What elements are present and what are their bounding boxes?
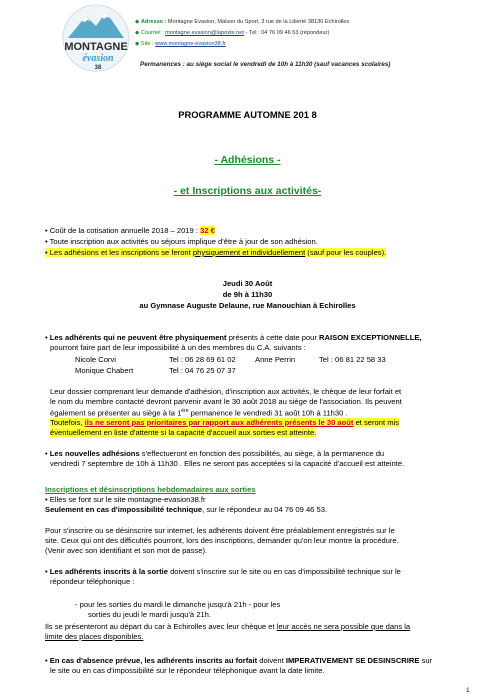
section-a-p2: le nom du membre contacté devront parvenir avant le 30 août 2018 au siège de l'association. Ils peuvent: [50, 397, 402, 406]
logo-text-3: 38: [94, 65, 102, 71]
bullet-inscription: • Toute inscription aux activités ou séjours implique d'être à jour de son adhésion.: [45, 237, 318, 246]
section-c-b2: • En cas d'absence prévue, les adhérents inscrits au forfait doivent IMPERATIVEMENT SE DESINSCRIRE sur: [45, 656, 433, 665]
section-a-p4: Toutefois, ils ne seront pas prioritaires par rapport aux adhérents présents le 30 août et seront mis: [50, 418, 400, 427]
section-c-d2: sorties du jeudi le mardi jusqu'à 21h.: [88, 610, 212, 619]
subtitle-inscriptions: - et Inscriptions aux activités-: [173, 185, 322, 197]
section-c-heading: Inscriptions et désinscriptions hebdomadaires aux sorties: [45, 485, 256, 494]
section-c-l2: Seulement en cas d'impossibilité technique, sur le répondeur au 04 76 09 46 53.: [45, 505, 328, 514]
contact-name: Monique Chabert: [75, 366, 134, 375]
bullet-icon: ◆: [135, 19, 141, 25]
section-c-d1: - pour les sorties du mardi le dimanche jusqu'à 21h - pour les: [75, 600, 281, 609]
page-number: 1: [466, 687, 470, 694]
permanences-text: Permanences : au siège social le vendredi de 10h à 11h30 (sauf vacances scolaires): [140, 61, 391, 68]
bullet-individuel: • Les adhésions et les inscriptions se feront physiquement et individuellement (sauf pour les couples).: [45, 248, 387, 257]
header-address: ◆ Adresse : Montagne Evasion, Maison du Sport, 3 rue de la Liberté 38130 Echirolles: [135, 19, 350, 25]
section-c-l1: • Elles se font sur le site montagne-evasion38.fr: [45, 495, 206, 504]
mountain-logo-icon: [58, 4, 134, 72]
section-c-p4: Ils se présenteront au départ du car à Echirolles avec leur chèque et leur accès ne sera possible que dans la: [45, 622, 411, 631]
section-a-p1: Leur dossier comprenant leur demande d'adhésion, d'inscription aux activités, le chèque de leur forfait et: [50, 387, 402, 396]
logo: [58, 4, 134, 72]
header-mail: ◆ Courriel : montagne.evasion@laposte.net - Tél : 04 76 09 46 53 (répondeur): [135, 30, 330, 36]
bullet-icon: ◆: [135, 41, 141, 47]
contact-tel: Tel : 06 28 69 61 02: [169, 355, 236, 364]
contact-tel: Tel : 06 81 22 58 33: [319, 355, 386, 364]
subtitle-adhesions: - Adhésions -: [214, 154, 281, 166]
contact-tel: Tel : 04 76 25 07 37: [169, 366, 236, 375]
section-b-line2: vendredi 7 septembre de 10h à 11h30 . Elles ne seront pas acceptées si la capacité d'accueil est atteinte.: [50, 459, 405, 468]
section-b-line1: • Les nouvelles adhésions s'effectueront en fonction des possibilités, au siège, à la permanence du: [45, 449, 385, 458]
contact-name: Nicole Corvi: [75, 355, 116, 364]
section-a-p3: également se présenter au siège à la 1ère permanence le vendredi 31 août 10h à 11h30 .: [50, 408, 348, 418]
section-c-p2: site. Ceux qui ont des difficultés pourront, lors des inscriptions, demander qu'on leur montre la procédure.: [45, 536, 399, 545]
event-place: au Gymnase Auguste Delaune, rue Manouchian à Echirolles: [139, 301, 356, 310]
logo-text-2: évasion: [82, 53, 114, 64]
section-c-p1: Pour s'inscrire ou se désinscrire sur internet, les adhérents doivent être préalablement enregistrés sur le: [45, 526, 395, 535]
section-a-line2: pourront faire part de leur impossibilité à un des membres du C.A. suivants :: [50, 343, 306, 352]
section-c-p3: (Venir avec son identifiant et son mot de passe).: [45, 546, 208, 555]
price-value: 32 €: [200, 226, 215, 235]
logo-text-1: MONTAGNE: [64, 41, 128, 53]
header-site: ◆ Site : www.montagne-evasion38.fr: [135, 41, 226, 47]
section-c-b2e: le site ou en cas d'impossibilité sur le répondeur téléphonique avant la date limite.: [50, 666, 325, 675]
section-c-b1c: répondeur téléphonique :: [50, 577, 135, 586]
email-link[interactable]: montagne.evasion@laposte.net: [165, 30, 244, 36]
event-time: de 9h à 11h30: [222, 290, 273, 299]
section-a-p5: éventuellement en liste d'attente si la capacité d'accueil aux sorties est atteinte.: [50, 428, 317, 437]
site-link[interactable]: www.montagne-evasion38.fr: [155, 41, 226, 47]
event-date: Jeudi 30 Août: [222, 279, 273, 288]
section-c-p5: limite des places disponibles.: [45, 632, 144, 641]
bullet-cotisation: • Coût de la cotisation annuelle 2018 – 2019 : 32 €: [45, 226, 215, 235]
section-c-b1: • Les adhérents inscrits à la sortie doivent s'inscrire sur le site ou en cas d'impossibilité technique sur le: [45, 567, 401, 576]
section-a-line1: • Les adhérents qui ne peuvent être physiquement présents à cette date pour RAISON EXCEPTIONNELLE,: [45, 333, 422, 342]
bullet-icon: ◆: [135, 30, 141, 36]
page-title: PROGRAMME AUTOMNE 201 8: [178, 109, 317, 120]
contact-name: Anne Perrin: [255, 355, 296, 364]
